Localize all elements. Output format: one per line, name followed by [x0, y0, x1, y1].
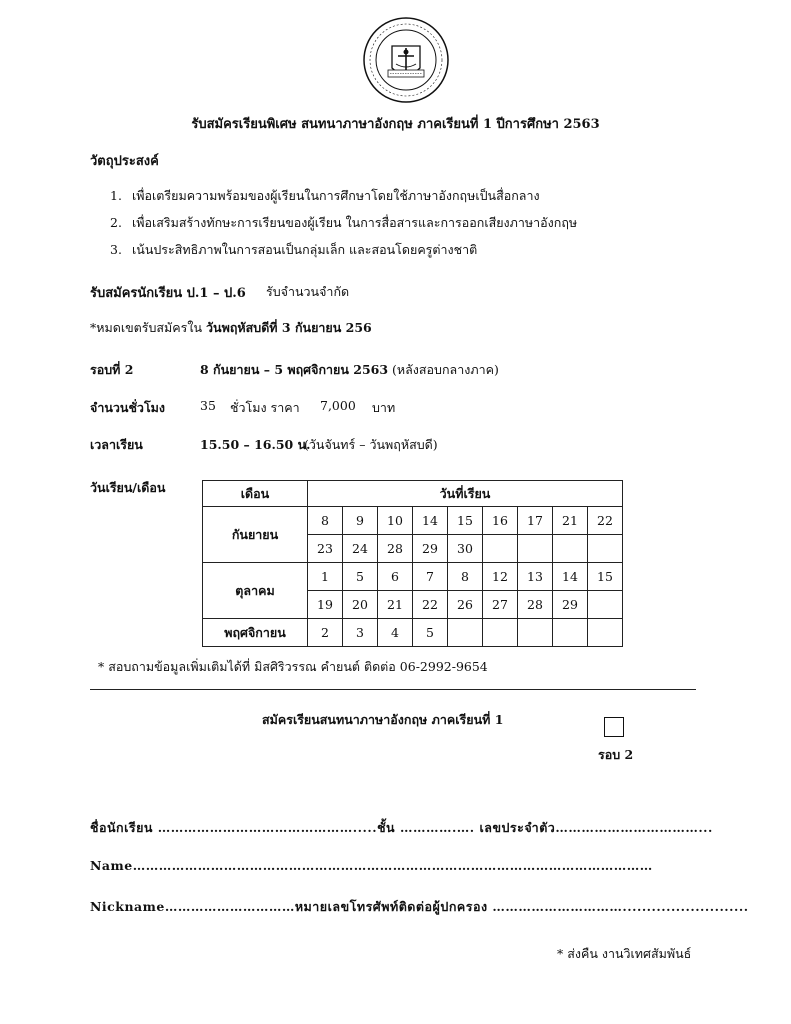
day-cell: 8	[308, 507, 343, 535]
day-cell: 24	[343, 535, 378, 563]
day-cell: 22	[588, 507, 623, 535]
round-2-checkbox[interactable]	[604, 717, 624, 737]
day-cell: 12	[483, 563, 518, 591]
student-name-field[interactable]: ชื่อนักเรียน ……………………………………….....ชั้น ………….…. เลขประจำตัว……………………………...	[90, 820, 713, 835]
name-en-field[interactable]: Name…………………………………………………………………………………………………………	[90, 858, 653, 873]
table-row	[203, 507, 623, 535]
schedule-table	[202, 480, 623, 647]
day-cell: 16	[483, 507, 518, 535]
hours-unit-price: ชั่วโมง ราคา	[230, 400, 300, 415]
table-row	[203, 619, 623, 647]
nickname-phone-field[interactable]: Nickname…………………………หมายเลขโทรศัพท์ติดต่อผู้ปกครอง …………………………..........................	[90, 899, 749, 914]
month-cell: พฤศจิกายน	[203, 619, 308, 647]
day-cell: 1	[308, 563, 343, 591]
time-label: เวลาเรียน	[90, 437, 143, 452]
objectives-list	[110, 182, 577, 263]
day-cell	[588, 535, 623, 563]
schedule-label: วันเรียน/เดือน	[90, 480, 166, 495]
day-cell: 22	[413, 591, 448, 619]
day-cell: 23	[308, 535, 343, 563]
day-cell: 19	[308, 591, 343, 619]
day-cell: 15	[448, 507, 483, 535]
day-cell: 26	[448, 591, 483, 619]
header-days: วันที่เรียน	[308, 481, 623, 507]
day-cell	[588, 619, 623, 647]
list-item: 3. เน้นประสิทธิภาพในการสอนเป็นกลุ่มเล็ก และสอนโดยครูต่างชาติ	[110, 242, 478, 257]
day-cell	[553, 619, 588, 647]
hours-currency: บาท	[372, 400, 396, 415]
school-seal-icon	[362, 16, 450, 104]
header-month: เดือน	[203, 481, 308, 507]
day-cell: 13	[518, 563, 553, 591]
return-note: * ส่งคืน งานวิเทศสัมพันธ์	[557, 946, 692, 961]
day-cell	[483, 619, 518, 647]
page-title: รับสมัครเรียนพิเศษ สนทนาภาษาอังกฤษ ภาคเรียนที่ 1 ปีการศึกษา 2563	[191, 117, 600, 132]
list-item: 2. เพื่อเสริมสร้างทักษะการเรียนของผู้เรียน ในการสื่อสารและการออกเสียงภาษาอังกฤษ	[110, 215, 578, 230]
day-cell	[553, 535, 588, 563]
day-cell: 27	[483, 591, 518, 619]
round-dates: 8 กันยายน – 5 พฤศจิกายน 2563 (หลังสอบกลางภาค)	[200, 362, 499, 377]
deadline-note: *หมดเขตรับสมัครใน วันพฤหัสบดีที่ 3 กันยายน 256	[90, 320, 372, 335]
day-cell: 29	[553, 591, 588, 619]
table-row	[203, 563, 623, 591]
day-cell: 14	[553, 563, 588, 591]
day-cell: 5	[413, 619, 448, 647]
day-cell	[448, 619, 483, 647]
day-cell: 3	[343, 619, 378, 647]
list-item: 1. เพื่อเตรียมความพร้อมของผู้เรียนในการศึกษาโดยใช้ภาษาอังกฤษเป็นสื่อกลาง	[110, 188, 540, 203]
day-cell: 30	[448, 535, 483, 563]
hours-count: 35	[200, 398, 216, 413]
month-cell: ตุลาคม	[203, 563, 308, 619]
enroll-limit: รับจำนวนจำกัด	[266, 284, 350, 299]
day-cell: 2	[308, 619, 343, 647]
day-cell: 17	[518, 507, 553, 535]
day-cell: 21	[378, 591, 413, 619]
round-2-label: รอบ 2	[598, 747, 634, 762]
hours-label: จำนวนชั่วโมง	[90, 400, 166, 415]
enroll-label: รับสมัครนักเรียน ป.1 – ป.6	[90, 286, 246, 301]
day-cell: 4	[378, 619, 413, 647]
day-cell: 28	[378, 535, 413, 563]
objectives-heading: วัตถุประสงค์	[90, 154, 159, 169]
month-cell: กันยายน	[203, 507, 308, 563]
day-cell: 29	[413, 535, 448, 563]
day-cell	[518, 619, 553, 647]
day-cell: 5	[343, 563, 378, 591]
day-cell: 15	[588, 563, 623, 591]
day-cell	[483, 535, 518, 563]
day-cell	[588, 591, 623, 619]
day-cell: 21	[553, 507, 588, 535]
time-value: 15.50 – 16.50 น.	[200, 437, 311, 452]
day-cell: 28	[518, 591, 553, 619]
day-cell: 6	[378, 563, 413, 591]
day-cell: 7	[413, 563, 448, 591]
day-cell	[518, 535, 553, 563]
hours-price: 7,000	[320, 398, 356, 413]
round-label: รอบที่ 2	[90, 362, 134, 377]
day-cell: 20	[343, 591, 378, 619]
day-cell: 8	[448, 563, 483, 591]
divider	[90, 689, 696, 690]
time-days: (วันจันทร์ – วันพฤหัสบดี)	[304, 437, 438, 452]
day-cell: 9	[343, 507, 378, 535]
table-header-row	[203, 481, 623, 507]
day-cell: 14	[413, 507, 448, 535]
day-cell: 10	[378, 507, 413, 535]
form-title: สมัครเรียนสนทนาภาษาอังกฤษ ภาคเรียนที่ 1	[262, 712, 504, 727]
contact-note: * สอบถามข้อมูลเพิ่มเติมได้ที่ มิสศิริวรรณ คำยนต์ ติดต่อ 06-2992-9654	[98, 659, 488, 674]
